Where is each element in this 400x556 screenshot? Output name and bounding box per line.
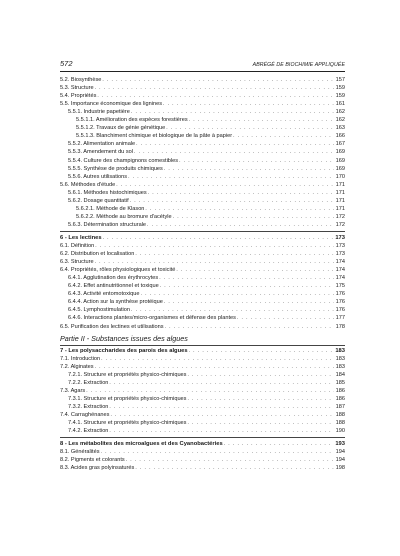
toc-entry[interactable] — [60, 76, 345, 84]
toc-chapter-entry[interactable] — [60, 347, 345, 355]
toc-entry-page: 176 — [335, 299, 345, 306]
toc-entry-page: 194 — [335, 457, 345, 464]
dot-leader — [164, 165, 334, 173]
toc-entry[interactable] — [68, 221, 345, 229]
toc-entry[interactable] — [68, 165, 345, 173]
dot-leader — [187, 419, 334, 427]
dot-leader — [130, 197, 334, 205]
toc-entry-title: 5.5.2. Alimentation animale — [68, 141, 136, 148]
toc-entry-page: 166 — [335, 133, 345, 140]
toc-entry-title: 7 - Les polysaccharides des parois des algues — [60, 347, 188, 354]
toc-entry-page: 174 — [335, 275, 345, 282]
toc-entry-page: 169 — [335, 157, 345, 164]
toc-entry[interactable] — [60, 323, 345, 331]
toc-entry-title: 5.6.3. Détermination structurale — [68, 221, 147, 228]
toc-entry-title: 5.5.6. Autres utilisations — [68, 173, 128, 180]
toc-entry[interactable] — [60, 363, 345, 371]
toc-entry-page: 176 — [335, 307, 345, 314]
toc-entry-page: 190 — [335, 428, 345, 435]
toc-entry-page: 173 — [335, 251, 345, 258]
toc-entry-title: 7.1. Introduction — [60, 355, 101, 362]
section-divider — [60, 231, 345, 232]
toc-entry-title: 5.2. Biosynthèse — [60, 77, 102, 83]
toc-entry-page: 187 — [335, 403, 345, 410]
dot-leader — [141, 290, 334, 298]
toc-entry-title: 6.4.5. Lymphostimulation — [68, 307, 130, 314]
toc-entry-title: 7.4.2. Extraction — [68, 428, 109, 435]
toc-entry-page: 183 — [335, 355, 345, 362]
toc-entry[interactable] — [68, 157, 345, 165]
toc-entry-page: 175 — [335, 283, 345, 290]
toc-entry-title: 5.5.1.1. Amélioration des espèces forestières — [76, 117, 188, 124]
toc-entry-title: 8.2. Pigments et colorants — [60, 457, 125, 464]
toc-entry[interactable] — [76, 116, 345, 124]
toc-entry-title: 5.6.1. Méthodes histochimiques — [68, 189, 147, 196]
dot-leader — [189, 347, 334, 355]
dot-leader — [103, 234, 334, 242]
dot-leader — [95, 258, 334, 266]
toc-entry-title: 7.4.1. Structure et propriétés physico-chimiques — [68, 420, 187, 426]
dot-leader — [187, 371, 334, 379]
toc-entry[interactable] — [68, 419, 345, 427]
toc-entry-title: 5.5.1.2. Travaux de génie génétique — [76, 125, 166, 132]
page-number: 572 — [60, 59, 73, 68]
toc-entry-title: 6.1. Définition — [60, 243, 95, 249]
toc-entry-title: 8.3. Acides gras polyinsaturés — [60, 465, 135, 472]
dot-leader — [131, 108, 334, 116]
running-title: ABRÉGÉ DE BIOCHIMIE APPLIQUÉE — [252, 62, 345, 68]
dot-leader — [176, 266, 334, 274]
toc-entry-page: 186 — [335, 395, 345, 402]
toc-entry[interactable] — [60, 411, 345, 419]
dot-leader — [95, 84, 334, 92]
toc-entry-title: 6.4.1. Agglutination des érythrocytes — [68, 275, 159, 282]
toc-entry-title: 5.5.4. Culture des champignons comestibles — [68, 157, 179, 164]
toc-entry-page: 188 — [335, 411, 345, 418]
toc-entry[interactable] — [68, 290, 345, 298]
toc-entry-page: 172 — [335, 213, 345, 220]
dot-leader — [109, 379, 334, 387]
toc-entry-page: 184 — [335, 371, 345, 378]
toc-entry-title: 6.4. Propriétés, rôles physiologiques et toxicité — [60, 267, 176, 274]
toc-entry-page: 183 — [335, 347, 345, 354]
section-divider — [60, 437, 345, 438]
dot-leader — [135, 464, 334, 472]
toc-chapter-entry[interactable] — [60, 440, 345, 448]
toc-entry[interactable] — [68, 427, 345, 435]
toc-entry-title: 6.4.2. Effet antinutritionnel et toxique — [68, 283, 159, 290]
toc-entry-page: 193 — [335, 441, 345, 448]
dot-leader — [97, 92, 334, 100]
dot-leader — [233, 132, 334, 140]
toc-entry[interactable] — [76, 205, 345, 213]
toc-entry-title: 6.4.3. Activité entomotoxique — [68, 291, 140, 298]
page-header — [60, 60, 345, 72]
toc-entry[interactable] — [68, 274, 345, 282]
dot-leader — [131, 306, 334, 314]
dot-leader — [147, 221, 334, 229]
toc-entry[interactable] — [60, 266, 345, 274]
toc-entry-page: 162 — [335, 117, 345, 124]
toc-entry-title: 7.3.2. Extraction — [68, 403, 109, 410]
toc-entry-page: 186 — [335, 387, 345, 394]
toc-entry-page: 178 — [335, 323, 345, 330]
toc-entry-title: 5.5.1.3. Blanchiment chimique et biologique de la pâte à papier — [76, 133, 233, 140]
toc-entry[interactable] — [60, 92, 345, 100]
dot-leader — [159, 274, 334, 282]
part-title: Partie II - Substances issues des algues — [60, 333, 188, 343]
toc-entry[interactable] — [68, 189, 345, 197]
toc-entry[interactable] — [60, 84, 345, 92]
toc-entry[interactable] — [68, 379, 345, 387]
toc-entry-page: 163 — [335, 125, 345, 132]
toc-entry[interactable] — [68, 197, 345, 205]
toc-entry-title: 5.4. Propriétés — [60, 93, 97, 100]
toc-entry-page: 188 — [335, 420, 345, 426]
toc-entry[interactable] — [68, 282, 345, 290]
toc-entry-page: 173 — [335, 243, 345, 249]
dot-leader — [145, 205, 334, 213]
dot-leader — [101, 448, 335, 456]
toc-entry-page: 161 — [335, 101, 345, 108]
toc-entry-title: 6.4.4. Action sur la synthèse protéique — [68, 299, 163, 306]
toc-entry-page: 174 — [335, 267, 345, 274]
toc-entry[interactable] — [60, 250, 345, 258]
toc-entry-page: 170 — [335, 173, 345, 180]
toc-entry-title: 6.2. Distribution et localisation — [60, 251, 135, 258]
toc-entry-page: 176 — [335, 291, 345, 298]
toc-entry[interactable] — [60, 355, 345, 363]
toc-entry-page: 198 — [335, 465, 345, 472]
toc-entry-title: 7.3. Agars — [60, 387, 86, 394]
dot-leader — [179, 157, 334, 165]
dot-leader — [224, 440, 334, 448]
toc-entry-page: 157 — [335, 77, 345, 83]
toc-entry[interactable] — [68, 395, 345, 403]
toc-entry[interactable] — [60, 258, 345, 266]
toc-entry[interactable] — [68, 306, 345, 314]
dot-leader — [116, 181, 334, 189]
dot-leader — [187, 395, 334, 403]
toc-entry[interactable] — [60, 456, 345, 464]
dot-leader — [135, 250, 334, 258]
toc-entry[interactable] — [60, 387, 345, 395]
toc-entry[interactable] — [68, 108, 345, 116]
dot-leader — [148, 189, 334, 197]
toc-entry[interactable] — [60, 181, 345, 189]
toc-entry-title: 6.4.6. Interactions plantes/micro-organismes et défense des plantes — [68, 315, 236, 322]
toc-entry[interactable] — [60, 100, 345, 108]
toc-entry-page: 162 — [335, 109, 345, 116]
toc-entry-page: 183 — [335, 363, 345, 370]
dot-leader — [95, 242, 334, 250]
toc-entry[interactable] — [76, 124, 345, 132]
toc-entry-title: 5.5.5. Synthèse de produits chimiques — [68, 165, 163, 172]
toc-entry-title: 6.5. Purification des lectines et utilisations — [60, 323, 164, 330]
toc-entry[interactable] — [68, 298, 345, 306]
dot-leader — [109, 403, 334, 411]
dot-leader — [101, 355, 334, 363]
dot-leader — [110, 411, 334, 419]
dot-leader — [163, 100, 334, 108]
toc-entry-page: 171 — [335, 181, 345, 188]
dot-leader — [109, 427, 334, 435]
toc-entry-title: 5.5.3. Amendement du sol — [68, 149, 133, 156]
dot-leader — [164, 298, 334, 306]
section-divider — [60, 345, 345, 346]
toc-entry[interactable] — [60, 448, 345, 456]
toc-entry[interactable] — [60, 242, 345, 250]
toc-entry-page: 171 — [335, 197, 345, 204]
toc-entry-page: 174 — [335, 259, 345, 266]
toc-entry-page: 169 — [335, 149, 345, 156]
dot-leader — [166, 124, 334, 132]
toc-entry-page: 159 — [335, 85, 345, 92]
toc-entry-page: 171 — [335, 205, 345, 212]
dot-leader — [160, 282, 334, 290]
toc-entry-page: 185 — [335, 379, 345, 386]
toc-entry-title: 7.2. Alginates — [60, 363, 94, 370]
toc-entry[interactable] — [68, 148, 345, 156]
toc-entry-page: 177 — [335, 315, 345, 322]
dot-leader — [86, 387, 334, 395]
toc-entry-page: 167 — [335, 141, 345, 148]
toc-entry-title: 7.4. Carraghénanes — [60, 411, 110, 418]
dot-leader — [128, 173, 334, 181]
dot-leader — [95, 363, 334, 371]
toc-entry[interactable] — [68, 140, 345, 148]
dot-leader — [165, 323, 334, 331]
toc-entry-title: 7.2.2. Extraction — [68, 379, 109, 386]
toc-chapter-entry[interactable] — [60, 234, 345, 242]
toc-entry[interactable] — [68, 403, 345, 411]
toc-entry-title: 6 - Les lectines — [60, 234, 102, 241]
dot-leader — [134, 148, 334, 156]
toc-entry[interactable] — [68, 371, 345, 379]
dot-leader — [136, 140, 334, 148]
toc-entry-title: 7.2.1. Structure et propriétés physico-chimiques — [68, 371, 187, 378]
toc-entry-page: 173 — [335, 234, 345, 241]
toc-entry[interactable] — [68, 314, 345, 322]
toc-entry-title: 8 - Les métabolites des microalgues et des Cyanobactéries — [60, 441, 223, 448]
toc-entry[interactable] — [60, 464, 345, 472]
toc-entry-title: 8.1. Généralités — [60, 449, 100, 456]
toc-entry-title: 5.6.2.2. Méthode au bromure d'acétyle — [76, 213, 172, 220]
toc-entry-title: 5.6. Méthodes d'étude — [60, 181, 116, 188]
toc-entry[interactable] — [76, 213, 345, 221]
dot-leader — [237, 314, 334, 322]
toc-entry-page: 194 — [335, 449, 345, 456]
toc-entry-title: 7.3.1. Structure et propriétés physico-chimiques — [68, 395, 187, 402]
toc-entry-title: 5.5.1. Industrie papetière — [68, 109, 130, 116]
toc-entry-page: 159 — [335, 93, 345, 100]
toc-entry[interactable] — [68, 173, 345, 181]
dot-leader — [126, 456, 334, 464]
dot-leader — [173, 213, 334, 221]
toc-entry-title: 5.5. Importance économique des lignines — [60, 101, 162, 108]
toc-entry-title: 5.3. Structure — [60, 85, 94, 92]
toc-entry-title: 5.6.2.1. Méthode de Klason — [76, 205, 145, 212]
toc-entry-title: 6.3. Structure — [60, 259, 94, 266]
toc-entry-page: 171 — [335, 189, 345, 196]
dot-leader — [189, 116, 334, 124]
dot-leader — [102, 76, 334, 84]
toc-entry-page: 172 — [335, 221, 345, 228]
toc-entry-page: 169 — [335, 165, 345, 172]
toc-entry[interactable] — [76, 132, 345, 140]
toc-entry-title: 5.6.2. Dosage quantitatif — [68, 197, 129, 204]
